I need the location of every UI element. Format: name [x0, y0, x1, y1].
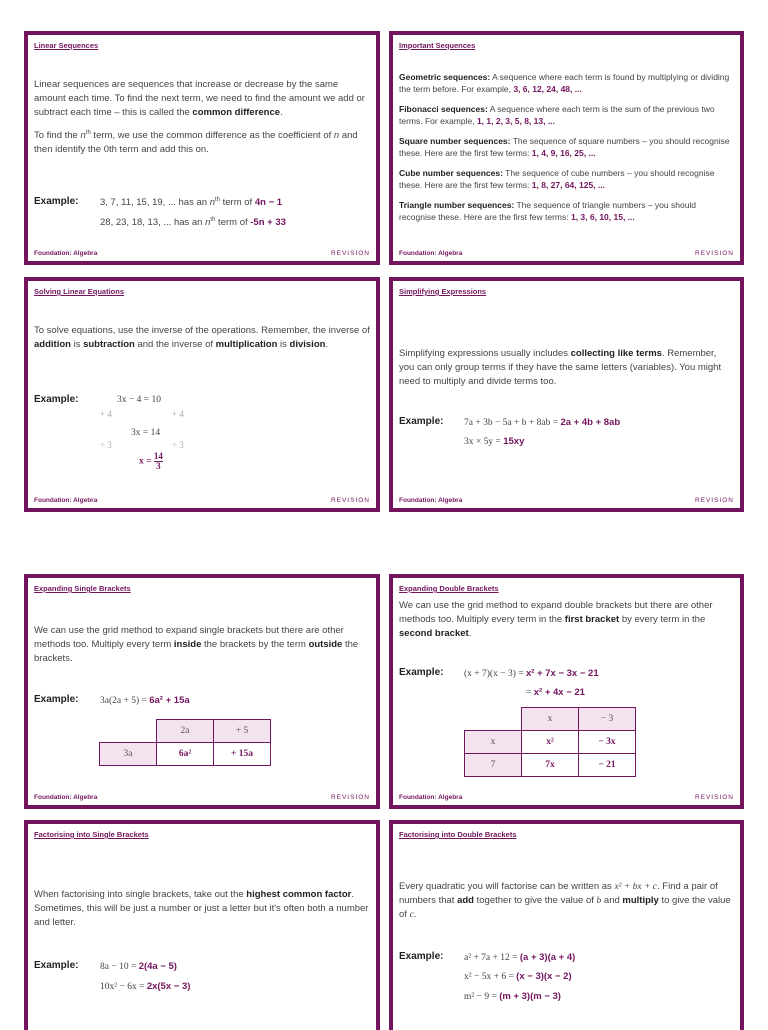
card-title: Important Sequences	[399, 41, 476, 50]
footer-subject: Foundation: Algebra	[399, 497, 463, 504]
card-expanding-double-brackets	[389, 574, 744, 809]
table-cell: − 21	[579, 754, 636, 777]
example-line: 3a(2a + 5) = 6a² + 15a	[100, 695, 190, 706]
table-cell	[100, 720, 157, 743]
table-header: 3a	[100, 743, 157, 766]
card-important-sequences	[389, 31, 744, 265]
example-line: = x² + 4x − 21	[526, 687, 585, 698]
example-label: Example:	[34, 960, 79, 971]
table-cell: 6a²	[157, 743, 214, 766]
list-item: Triangle number sequences: The sequence of triangle numbers – you should recognise these. Here are the first few terms: 1, 3, 6, 10, 15, ...	[399, 200, 697, 222]
grid-method-table	[99, 719, 271, 766]
card-title: Expanding Double Brackets	[399, 584, 499, 593]
example-label: Example:	[34, 394, 79, 405]
table-header: 2a	[157, 720, 214, 743]
list-item: Fibonacci sequences: A sequence where each term is the sum of the previous two terms. For example, 1, 1, 2, 3, 5, 8, 13, ...	[399, 104, 715, 126]
list-item: Geometric sequences: A sequence where each term is found by multiplying or dividing the term before. For example, 3, 6, 12, 24, 48, ...	[399, 72, 730, 94]
card-title: Factorising into Single Brackets	[34, 830, 149, 839]
footer-revision: REVISION	[694, 497, 734, 504]
table-header: + 5	[214, 720, 271, 743]
card-factorising-single-brackets	[24, 820, 380, 1030]
card-body	[34, 888, 370, 936]
table-row	[465, 708, 636, 731]
card-title: Factorising into Double Brackets	[399, 830, 517, 839]
table-row	[465, 731, 636, 754]
equation-line: 3x = 14	[131, 428, 161, 438]
footer-revision: REVISION	[694, 250, 734, 257]
card-title: Linear Sequences	[34, 41, 99, 50]
example-label: Example:	[34, 694, 79, 705]
equation-line: 3x − 4 = 10	[117, 395, 161, 405]
example-label: Example:	[399, 416, 444, 427]
card-body	[34, 78, 370, 163]
card-solving-linear-equations	[24, 277, 380, 512]
inverse-op: + 4	[172, 409, 184, 419]
table-header: − 3	[579, 708, 636, 731]
paragraph: When factorising into single brackets, take out the highest common factor. Sometimes, this will be just a number or just a letter but it's often both a number and letter.	[34, 889, 369, 928]
card-body	[399, 880, 734, 928]
inverse-op: + 4	[100, 409, 112, 419]
inverse-op: ÷ 3	[100, 440, 112, 450]
footer-revision: REVISION	[330, 497, 370, 504]
table-cell: − 3x	[579, 731, 636, 754]
card-body	[399, 347, 734, 395]
card-factorising-double-brackets	[389, 820, 744, 1030]
footer-subject: Foundation: Algebra	[34, 250, 98, 257]
card-simplifying-expressions	[389, 277, 744, 512]
table-header: 7	[465, 754, 522, 777]
example-line: 7a + 3b − 5a + b + 8ab = 2a + 4b + 8ab	[464, 417, 621, 428]
table-cell: x²	[522, 731, 579, 754]
card-body	[34, 324, 370, 358]
card-title: Solving Linear Equations	[34, 287, 125, 296]
footer-revision: REVISION	[330, 250, 370, 257]
footer-revision: REVISION	[330, 794, 370, 801]
table-row	[100, 720, 271, 743]
footer-subject: Foundation: Algebra	[399, 794, 463, 801]
example-line: 28, 23, 18, 13, ... has an $n^{th}$ term of -5n + 33	[100, 217, 286, 229]
footer-subject: Foundation: Algebra	[399, 250, 463, 257]
example-line: 3x × 5y = 15xy	[464, 436, 525, 447]
footer-revision: REVISION	[694, 794, 734, 801]
example-line: 10x² − 6x = 2x(5x − 3)	[100, 981, 191, 992]
footer-subject: Foundation: Algebra	[34, 497, 98, 504]
example-line: 8a − 10 = 2(4a − 5)	[100, 961, 177, 972]
table-row	[465, 754, 636, 777]
example-label: Example:	[399, 667, 444, 678]
footer-subject: Foundation: Algebra	[34, 794, 98, 801]
list-item: Square number sequences: The sequence of square numbers – you should recognise these. Here are the first few terms: 1, 4, 9, 16, 25, ...	[399, 136, 730, 158]
example-line: 3, 7, 11, 15, 19, ... has an $n^{th}$ term of 4n − 1	[100, 197, 283, 209]
table-header: x	[465, 731, 522, 754]
table-row	[100, 743, 271, 766]
paragraph: We can use the grid method to expand double brackets but there are other methods too. Multiply every term in the first bracket by every term in the second bracket.	[399, 600, 713, 639]
card-body	[34, 624, 370, 672]
example-line: m² − 9 = (m + 3)(m − 3)	[464, 991, 561, 1002]
card-expanding-single-brackets	[24, 574, 380, 809]
example-label: Example:	[34, 196, 79, 207]
table-cell	[465, 708, 522, 731]
inverse-op: ÷ 3	[172, 440, 184, 450]
card-title: Expanding Single Brackets	[34, 584, 131, 593]
fraction: $\frac{14}{3}$	[153, 451, 163, 471]
card-body	[399, 599, 734, 647]
table-header: x	[522, 708, 579, 731]
paragraph: Every quadratic you will factorise can be written as x² + bx + c. Find a pair of numbers that add together to give the value of b and multiply to give the value of c.	[399, 881, 731, 920]
example-line: x² − 5x + 6 = (x − 3)(x − 2)	[464, 971, 572, 982]
paragraph: We can use the grid method to expand single brackets but there are other methods too. Multiply every term inside the brackets by the term outside the brackets.	[34, 625, 359, 664]
card-body	[399, 72, 734, 232]
paragraph: Simplifying expressions usually includes collecting like terms. Remember, you can only group terms if they have the same letters (variables). You might need to multiply and divide terms too.	[399, 348, 722, 387]
example-line: a² + 7a + 12 = (a + 3)(a + 4)	[464, 952, 576, 963]
paragraph: Linear sequences are sequences that increase or decrease by the same amount each time. To find the next term, we need to find the amount we add or subtract each time – this is called the common difference.	[34, 79, 365, 118]
example-line: (x + 7)(x − 3) = x² + 7x − 3x − 21	[464, 668, 599, 679]
table-cell: 7x	[522, 754, 579, 777]
card-linear-sequences	[24, 31, 380, 265]
example-label: Example:	[399, 951, 444, 962]
paragraph: To find the $n^{th}$ term, we use the common difference as the coefficient of n and then identify the 0th term and add this on.	[34, 130, 358, 156]
list-item: Cube number sequences: The sequence of cube numbers – you should recognise these. Here are the first few terms: 1, 8, 27, 64, 125, ...	[399, 168, 715, 190]
grid-method-table	[464, 707, 636, 777]
paragraph: To solve equations, use the inverse of the operations. Remember, the inverse of addition is subtraction and the inverse of multiplication is division.	[34, 325, 370, 350]
table-cell: + 15a	[214, 743, 271, 766]
card-title: Simplifying Expressions	[399, 287, 487, 296]
equation-line: x = $\frac{14}{3}$	[139, 451, 163, 471]
